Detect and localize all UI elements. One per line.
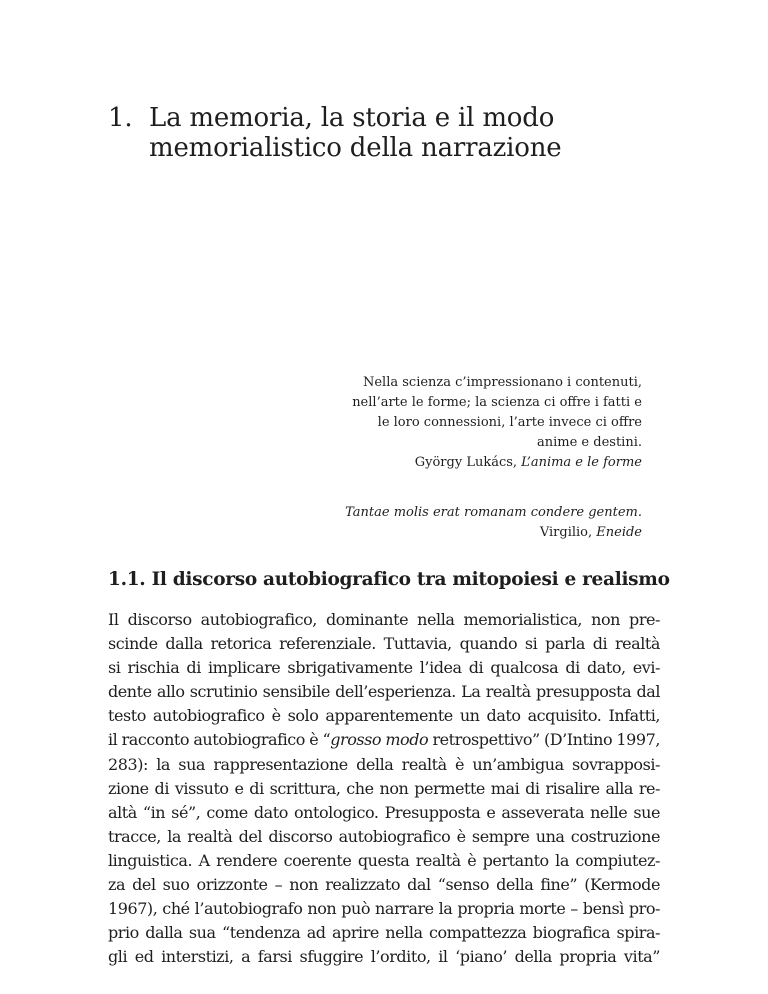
- body-line: scinde dalla retorica referenziale. Tuttavia, quando si parla di realtà: [108, 634, 660, 654]
- epigraph-attribution: [312, 523, 642, 543]
- epigraph-line: Tantae molis erat romanam condere gentem.: [345, 505, 642, 520]
- epigraph-line: Nella scienza c’impressionano i contenuti,: [362, 375, 642, 390]
- body-line: testo autobiografico è solo apparentemente un dato acquisito. Infatti,: [108, 706, 660, 726]
- body-line: prio dalla sua “tendenza ad aprire nella compattezza biografica spira-: [108, 923, 660, 943]
- body-line: zione di vissuto e di scrittura, che non permette mai di risalire alla re-: [108, 778, 660, 798]
- body-line: za del suo orizzonte – non realizzato dal “senso della fine” (Kermode: [108, 875, 660, 895]
- body-paragraph: [108, 608, 660, 969]
- chapter-title-line-2: memorialistico della narrazione: [149, 133, 562, 163]
- body-line: si rischia di implicare sbrigativamente l’idea di qualcosa di dato, evi-: [108, 658, 660, 678]
- epigraph-author: György Lukács,: [414, 455, 522, 470]
- body-line: altà “in sé”, come dato ontologico. Presupposta e asseverata nelle sue: [108, 802, 660, 822]
- body-line: 283): la sua rappresentazione della realtà è un’ambigua sovrapposi-: [108, 754, 660, 774]
- chapter-number: 1.: [108, 103, 133, 133]
- body-italic: grosso modo: [330, 730, 429, 750]
- epigraph-work: L’anima e le forme: [521, 455, 642, 470]
- epigraph-author: Virgilio,: [539, 525, 597, 540]
- body-line: 1967), ché l’autobiografo non può narrare la propria morte – bensì pro-: [108, 899, 660, 919]
- body-line: dente allo scrutinio sensibile dell’esperienza. La realtà presupposta dal: [108, 682, 660, 702]
- body-line: linguistica. A rendere coerente questa realtà è pertanto la compiutez-: [108, 850, 660, 870]
- epigraph-lukacs: [312, 373, 642, 473]
- body-line: tracce, la realtà del discorso autobiografico è sempre una costruzione: [108, 826, 660, 846]
- body-line: il racconto autobiografico è “grosso modo retrospettivo” (D’Intino 1997,: [108, 730, 660, 750]
- body-line: gli ed interstizi, a farsi sfuggire l’ordito, il ‘piano’ della propria vita”: [108, 947, 660, 967]
- body-line: Il discorso autobiografico, dominante nella memorialistica, non pre-: [108, 610, 660, 629]
- epigraph-line: anime e destini.: [537, 435, 642, 450]
- chapter-title: [108, 103, 708, 163]
- section-title: 1.1. Il discorso autobiografico tra mitopoiesi e realismo: [108, 569, 670, 590]
- epigraph-line: le loro connessioni, l’arte invece ci offre: [377, 415, 642, 430]
- epigraph-virgilio: [312, 503, 642, 543]
- epigraph-line: nell’arte le forme; la scienza ci offre i fatti e: [352, 395, 642, 410]
- chapter-title-line-1: La memoria, la storia e il modo: [149, 103, 555, 133]
- epigraph-attribution: [312, 453, 642, 473]
- epigraph-work: Eneide: [596, 525, 642, 540]
